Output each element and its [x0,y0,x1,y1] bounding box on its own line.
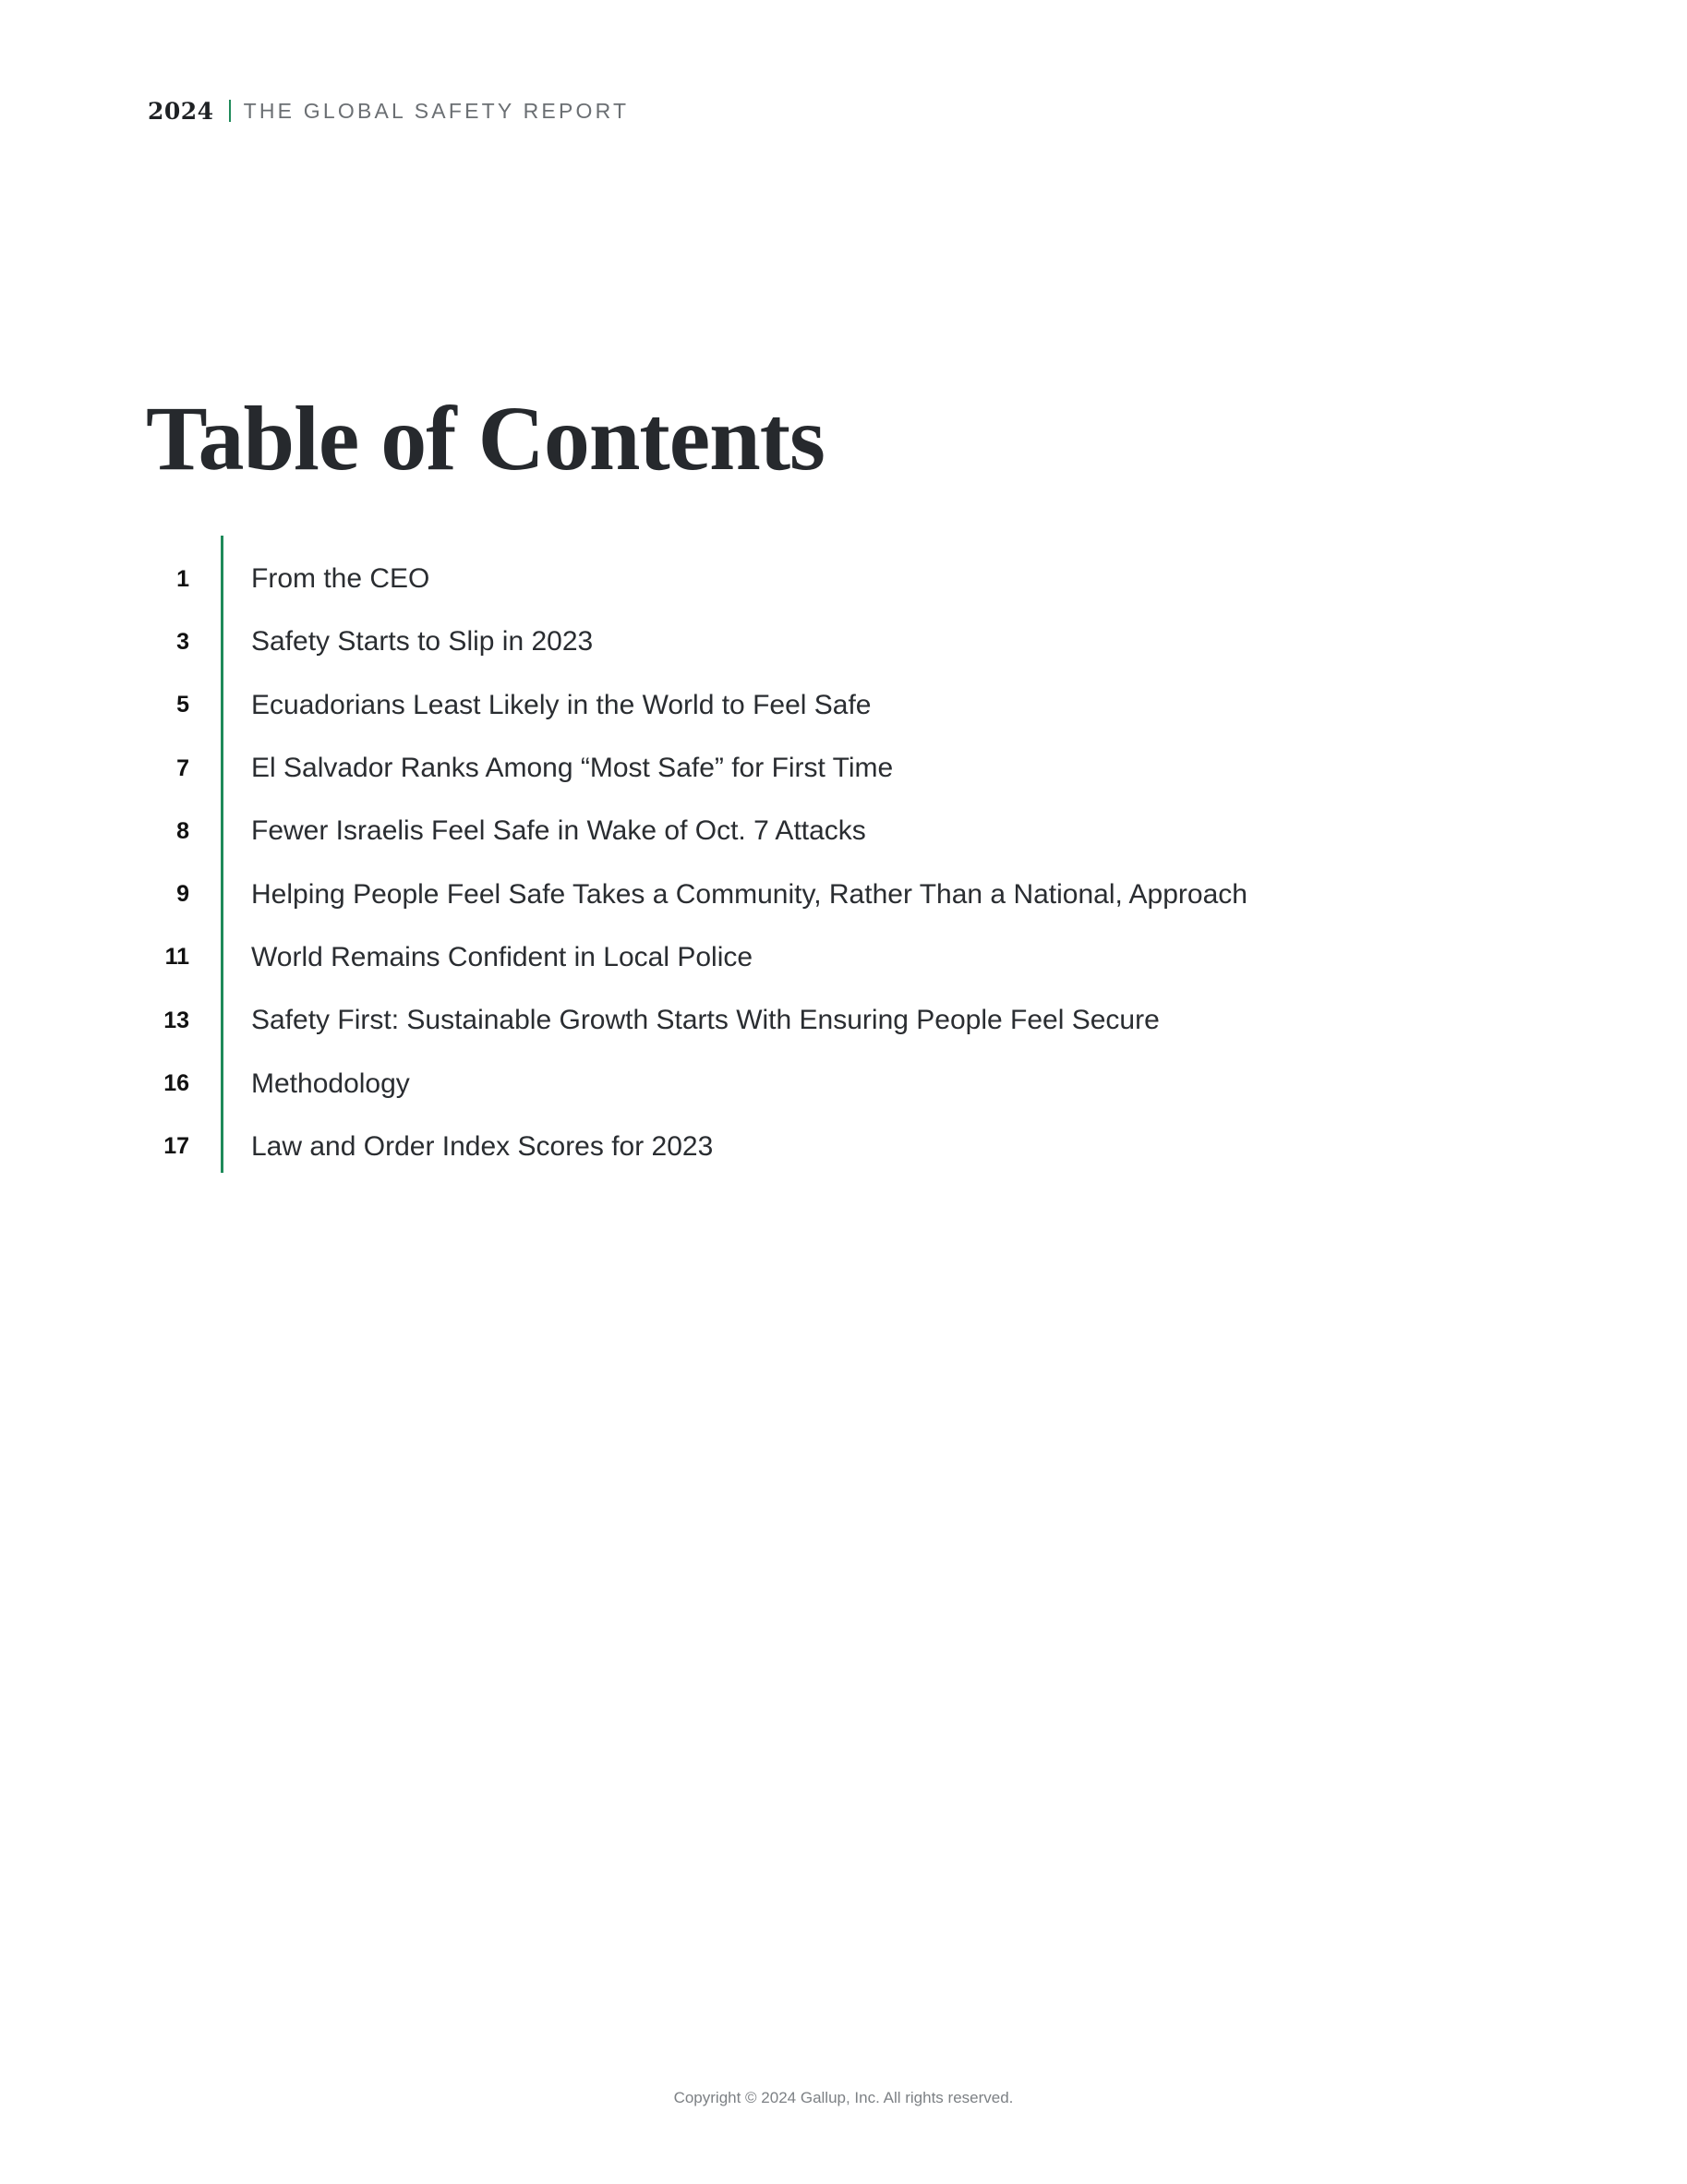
running-header [148,92,629,129]
toc-entry-title[interactable]: Law and Order Index Scores for 2023 [251,1130,714,1162]
toc-entry-title[interactable]: From the CEO [251,563,430,595]
toc-page-number: 17 [163,1133,189,1160]
toc-entry[interactable] [148,737,1247,800]
toc-entry[interactable] [148,863,1247,925]
toc-page-number: 16 [163,1070,189,1097]
toc-entry-title[interactable]: Ecuadorians Least Likely in the World to Feel Safe [251,689,872,720]
toc-entry[interactable] [148,548,1247,610]
toc-entry-title[interactable]: Fewer Israelis Feel Safe in Wake of Oct. 7 Attacks [251,815,866,847]
table-of-contents [148,536,1440,1173]
toc-entry[interactable] [148,800,1247,863]
toc-page-number: 13 [163,1007,189,1033]
toc-entry[interactable] [148,1116,1247,1178]
toc-page-number: 5 [176,692,189,718]
toc-entry[interactable] [148,926,1247,989]
toc-entry-title[interactable]: Methodology [251,1068,410,1099]
toc-page-number: 8 [176,817,189,844]
toc-entry[interactable] [148,610,1247,673]
toc-entry[interactable] [148,989,1247,1052]
toc-page-number: 11 [164,944,189,971]
toc-entry-title[interactable]: World Remains Confident in Local Police [251,941,753,972]
toc-entry[interactable] [148,1052,1247,1115]
toc-entry-title[interactable]: Helping People Feel Safe Takes a Community, Rather Than a National, Approach [251,878,1247,910]
toc-page-number: 9 [176,881,189,908]
toc-page-number: 3 [176,628,189,655]
header-year: 2024 [148,97,214,125]
toc-list [148,548,1247,1178]
header-report-title: THE GLOBAL SAFETY REPORT [243,98,630,123]
toc-entry[interactable] [148,674,1247,737]
toc-page-number: 1 [176,565,189,592]
page-title: Table of Contents [146,387,825,489]
toc-entry-title[interactable]: Safety Starts to Slip in 2023 [251,626,594,658]
header-divider [229,100,231,122]
toc-entry-title[interactable]: Safety First: Sustainable Growth Starts With Ensuring People Feel Secure [251,1005,1160,1036]
toc-page-number: 7 [176,754,189,781]
copyright-footer: Copyright © 2024 Gallup, Inc. All rights reserved. [673,2089,1014,2106]
toc-entry-title[interactable]: El Salvador Ranks Among “Most Safe” for First Time [251,753,894,784]
